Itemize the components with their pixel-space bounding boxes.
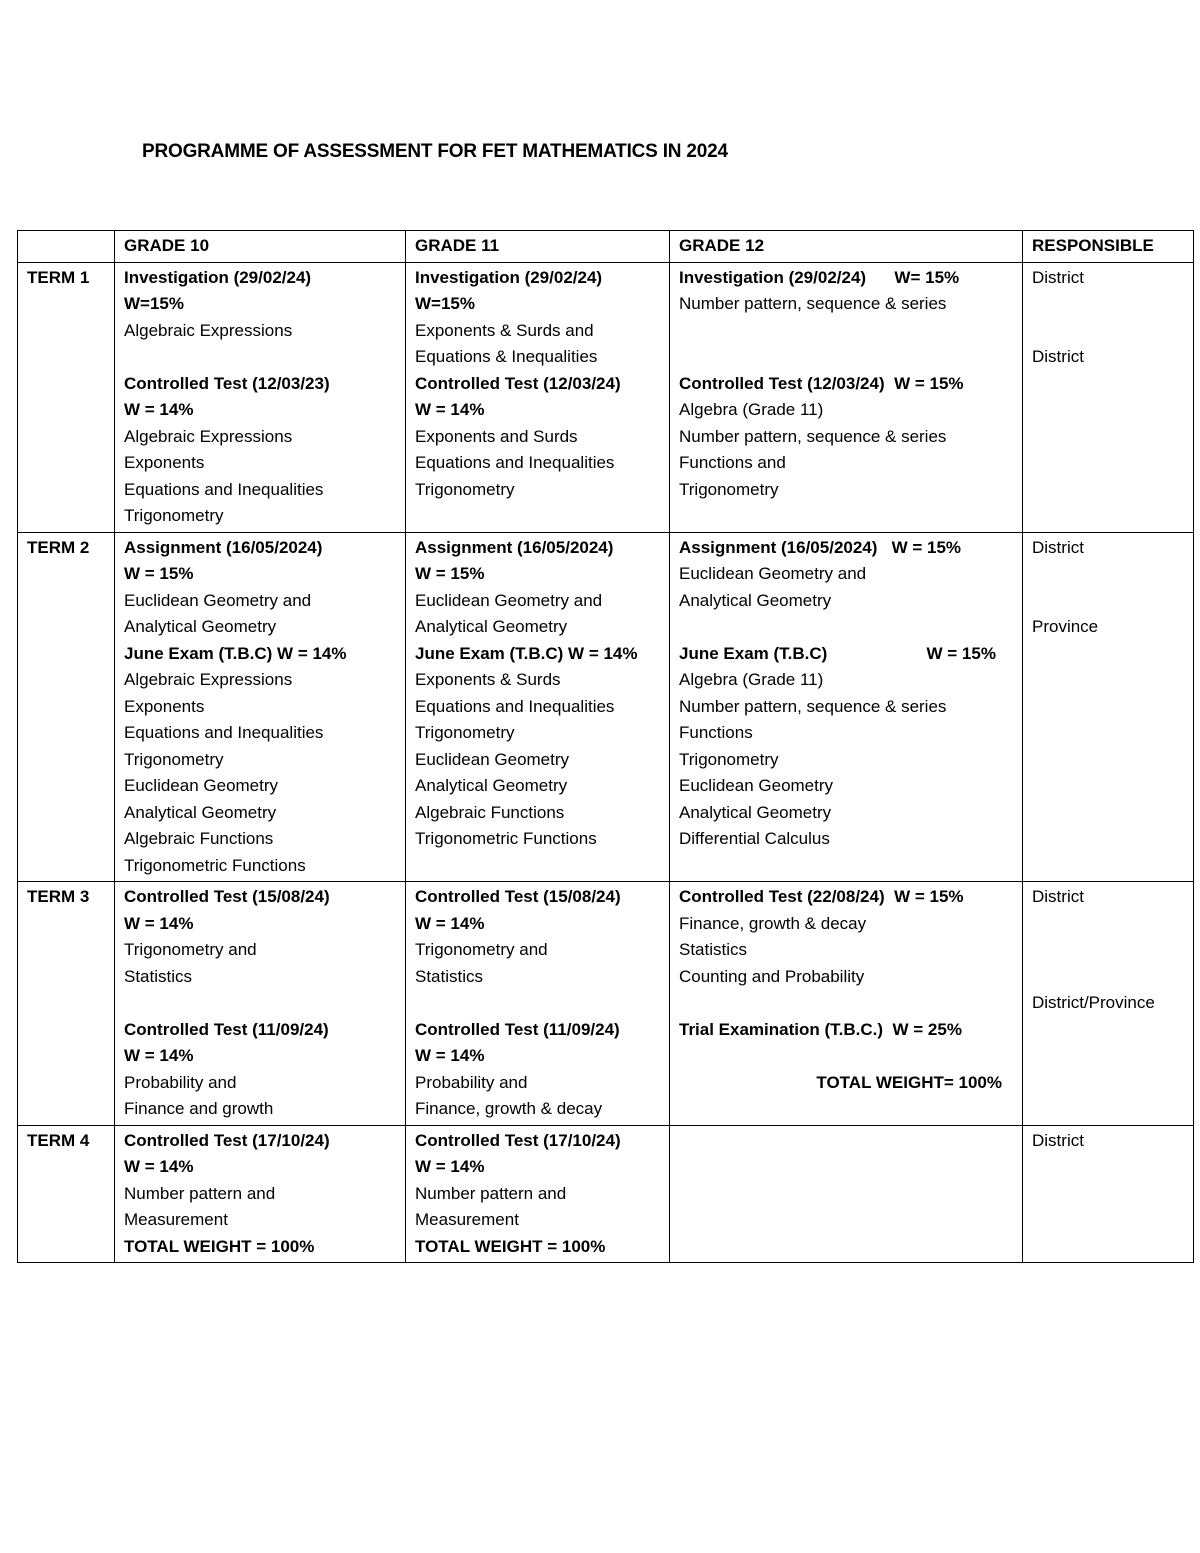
assessment-weight: W = 15%: [894, 887, 964, 906]
topic: Equations and Inequalities: [415, 696, 615, 716]
assessment-weight: W = 14%: [124, 913, 194, 933]
spacer: [1032, 937, 1187, 964]
assessment-heading: [679, 1017, 1016, 1044]
header-grade-11: GRADE 11: [406, 231, 670, 263]
topic: Equations and Inequalities: [124, 723, 324, 742]
topic: Probability and: [124, 1072, 237, 1092]
topic: Number pattern, sequence & series: [679, 696, 947, 716]
topic: Statistics: [415, 966, 484, 986]
topic: Functions: [679, 723, 753, 742]
assessment-title: Investigation (29/02/24): [415, 267, 603, 287]
assessment-title: Controlled Test (11/09/24): [415, 1019, 620, 1039]
topic: Algebraic Expressions: [124, 320, 293, 340]
topic: Differential Calculus: [679, 829, 830, 848]
topic: Algebra (Grade 11): [679, 670, 824, 689]
topic: Finance, growth & decay: [679, 913, 867, 933]
responsible-entry: District/Province: [1032, 993, 1155, 1012]
topic: Trigonometry: [124, 749, 224, 769]
topic: Exponents: [124, 696, 205, 716]
responsible-entry: District: [1032, 267, 1084, 287]
grade-12-cell: [670, 532, 1023, 882]
topic: Algebraic Expressions: [124, 426, 293, 446]
spacer: [679, 344, 1016, 371]
topic: Euclidean Geometry and: [124, 590, 312, 610]
assessment-title: Controlled Test (15/08/24): [124, 887, 330, 906]
assessment-title: Controlled Test (15/08/24): [415, 887, 621, 906]
assessment-title: Investigation (29/02/24): [679, 267, 867, 287]
total-weight: TOTAL WEIGHT = 100%: [124, 1236, 315, 1256]
total-weight: TOTAL WEIGHT= 100%: [816, 1072, 1002, 1092]
topic: Statistics: [679, 940, 748, 959]
topic: Functions and: [679, 453, 786, 472]
assessment-weight: W = 15%: [415, 564, 485, 583]
topic: Euclidean Geometry: [679, 776, 834, 795]
assessment-heading: [679, 265, 1016, 292]
assessment-weight: W = 14%: [124, 1046, 194, 1065]
term-label: TERM 3: [18, 882, 115, 1126]
assessment-weight: W = 15%: [124, 564, 194, 583]
assessment-weight: W = 14%: [415, 1157, 485, 1176]
topic: Trigonometry: [415, 479, 515, 499]
topic: Measurement: [415, 1210, 519, 1229]
topic: Algebraic Expressions: [124, 670, 293, 689]
topic: Number pattern and: [124, 1183, 276, 1203]
assessment-title: Controlled Test (11/09/24): [124, 1019, 329, 1039]
spacer: [679, 1043, 1016, 1070]
topic: Algebraic Functions: [415, 802, 565, 822]
assessment-heading: [415, 641, 663, 668]
grade-12-cell: [670, 882, 1023, 1126]
assessment-heading: [679, 535, 1016, 562]
topic: Exponents & Surds: [415, 670, 561, 689]
assessment-title: Controlled Test (12/03/24): [679, 373, 885, 393]
assessment-weight: W = 14%: [124, 1157, 194, 1176]
spacer: [415, 990, 663, 1017]
assessment-heading: [679, 371, 1016, 398]
grade-10-cell: [115, 262, 406, 532]
term-label: TERM 4: [18, 1125, 115, 1263]
assessment-weight: W=15%: [415, 294, 475, 313]
assessment-title: Assignment (16/05/2024): [415, 537, 614, 557]
responsible-entry: District: [1032, 887, 1084, 906]
assessment-title: Controlled Test (17/10/24): [415, 1130, 621, 1150]
topic: Trigonometry: [679, 479, 779, 499]
spacer: [124, 344, 399, 371]
topic: Equations and Inequalities: [124, 479, 324, 499]
assessment-title: June Exam (T.B.C): [124, 643, 273, 663]
table-header-row: [18, 231, 1194, 263]
header-grade-10: GRADE 10: [115, 231, 406, 263]
header-responsible: RESPONSIBLE: [1023, 231, 1194, 263]
assessment-table: [17, 230, 1194, 1263]
topic: Analytical Geometry: [679, 590, 832, 610]
header-term: [18, 231, 115, 263]
term-label: TERM 2: [18, 532, 115, 882]
topic: Trigonometry: [124, 506, 224, 525]
topic: Algebraic Functions: [124, 829, 274, 848]
topic: Euclidean Geometry and: [415, 590, 603, 610]
grade-11-cell: [406, 1125, 670, 1263]
assessment-title: Assignment (16/05/2024): [679, 537, 878, 557]
topic: Equations & Inequalities: [415, 347, 598, 366]
assessment-weight: W = 14%: [277, 643, 347, 663]
assessment-title: Trial Examination (T.B.C.): [679, 1019, 884, 1039]
responsible-cell: [1023, 1125, 1194, 1263]
responsible-cell: [1023, 882, 1194, 1126]
grade-12-cell: [670, 1125, 1023, 1263]
assessment-weight: W= 15%: [894, 267, 960, 287]
topic: Number pattern, sequence & series: [679, 294, 947, 313]
term-row: [18, 882, 1194, 1126]
grade-12-cell: [670, 262, 1023, 532]
responsible-entry: District: [1032, 1130, 1084, 1150]
grade-10-cell: [115, 532, 406, 882]
assessment-weight: W = 14%: [415, 400, 485, 419]
assessment-title: June Exam (T.B.C): [679, 643, 828, 663]
assessment-weight: W = 15%: [891, 537, 962, 557]
assessment-heading: [124, 641, 399, 668]
spacer: [1032, 911, 1187, 938]
responsible-entry: District: [1032, 537, 1084, 557]
spacer: [1032, 588, 1187, 615]
grade-11-cell: [406, 882, 670, 1126]
assessment-title: Controlled Test (17/10/24): [124, 1130, 330, 1150]
term-row: [18, 532, 1194, 882]
header-grade-12: GRADE 12: [670, 231, 1023, 263]
assessment-heading: [679, 884, 1016, 911]
assessment-title: Controlled Test (12/03/24): [415, 373, 621, 393]
topic: Trigonometry and: [415, 940, 548, 959]
responsible-cell: [1023, 262, 1194, 532]
assessment-title: Assignment (16/05/2024): [124, 537, 323, 557]
topic: Trigonometry: [415, 723, 515, 742]
grade-11-cell: [406, 532, 670, 882]
assessment-weight: W = 15%: [926, 643, 996, 663]
spacer: [679, 318, 1016, 345]
spacer: [1032, 291, 1187, 318]
grade-11-cell: [406, 262, 670, 532]
grade-10-cell: [115, 1125, 406, 1263]
topic: Euclidean Geometry: [415, 749, 570, 769]
topic: Exponents: [124, 453, 205, 472]
assessment-title: Controlled Test (22/08/24): [679, 887, 885, 906]
term-row: [18, 262, 1194, 532]
assessment-heading: [679, 641, 1016, 668]
topic: Analytical Geometry: [415, 776, 568, 795]
topic: Statistics: [124, 966, 193, 986]
topic: Trigonometric Functions: [415, 829, 597, 848]
assessment-weight: W = 14%: [124, 400, 194, 419]
assessment-weight: W = 15%: [894, 373, 964, 393]
topic: Equations and Inequalities: [415, 453, 615, 472]
topic: Analytical Geometry: [124, 617, 277, 636]
document-title: PROGRAMME OF ASSESSMENT FOR FET MATHEMATICS IN 2024: [142, 141, 728, 162]
assessment-weight: W = 14%: [415, 913, 485, 933]
total-weight: TOTAL WEIGHT = 100%: [415, 1236, 606, 1256]
responsible-entry: Province: [1032, 617, 1099, 636]
spacer: [679, 990, 1016, 1017]
assessment-weight: W = 14%: [568, 643, 638, 663]
topic: Euclidean Geometry and: [679, 564, 867, 583]
grade-10-cell: [115, 882, 406, 1126]
topic: Exponents and Surds: [415, 426, 578, 446]
topic: Analytical Geometry: [679, 802, 832, 822]
spacer: [679, 614, 1016, 641]
assessment-weight: W = 25%: [892, 1019, 962, 1039]
term-label: TERM 1: [18, 262, 115, 532]
assessment-title: Controlled Test (12/03/23): [124, 373, 330, 393]
assessment-title: Investigation (29/02/24): [124, 267, 312, 287]
topic: Number pattern, sequence & series: [679, 426, 947, 446]
topic: Analytical Geometry: [124, 802, 277, 822]
topic: Euclidean Geometry: [124, 776, 279, 795]
spacer: [1032, 318, 1187, 345]
topic: Trigonometry and: [124, 940, 257, 959]
topic: Exponents & Surds and: [415, 320, 594, 340]
topic: Number pattern and: [415, 1183, 567, 1203]
responsible-entry: District: [1032, 347, 1084, 366]
term-row: [18, 1125, 1194, 1263]
topic: Probability and: [415, 1072, 528, 1092]
spacer: [1032, 964, 1187, 991]
assessment-weight: W = 14%: [415, 1046, 485, 1065]
topic: Trigonometric Functions: [124, 855, 306, 875]
topic: Finance and growth: [124, 1099, 274, 1118]
topic: Measurement: [124, 1210, 228, 1229]
topic: Trigonometry: [679, 749, 779, 769]
topic: Finance, growth & decay: [415, 1099, 603, 1118]
topic: Analytical Geometry: [415, 617, 568, 636]
assessment-title: June Exam (T.B.C): [415, 643, 564, 663]
spacer: [124, 990, 399, 1017]
assessment-weight: W=15%: [124, 294, 184, 313]
topic: Counting and Probability: [679, 966, 865, 986]
spacer: [1032, 561, 1187, 588]
responsible-cell: [1023, 532, 1194, 882]
topic: Algebra (Grade 11): [679, 400, 824, 419]
